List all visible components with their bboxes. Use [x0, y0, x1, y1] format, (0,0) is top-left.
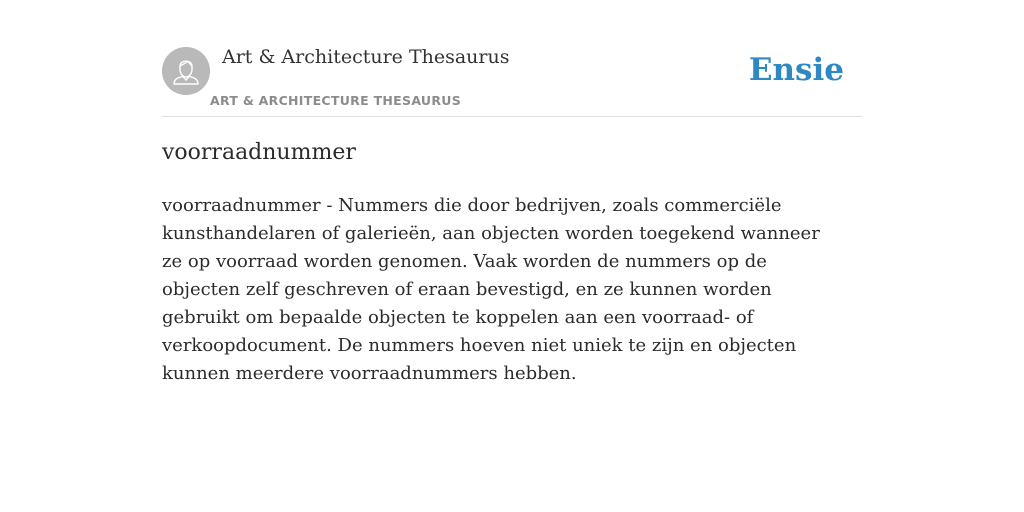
entry-header	[162, 46, 862, 117]
ensie-logo[interactable]: Ensie	[748, 52, 844, 88]
definition-text: voorraadnummer - Nummers die door bedrijven, zoals commerciële kunsthandelaren of galerieën, aan objecten worden toegekend wanneer ze op voorraad worden genomen. Vaak worden de nummers op de objecten zelf geschreven of eraan bevestigd, en ze kunnen worden gebruikt om bepaalde objecten te koppelen aan een voorraad- of verkoopdocument. De nummers hoeven niet uniek te zijn en objecten kunnen meerdere voorraadnummers hebben.	[162, 195, 820, 384]
page-title: voorraadnummer	[162, 140, 356, 165]
author-link[interactable]: Art & Architecture Thesaurus	[222, 46, 510, 68]
collection-link[interactable]: ART & ARCHITECTURE THESAURUS	[210, 93, 462, 108]
user-avatar-icon[interactable]	[162, 47, 210, 95]
